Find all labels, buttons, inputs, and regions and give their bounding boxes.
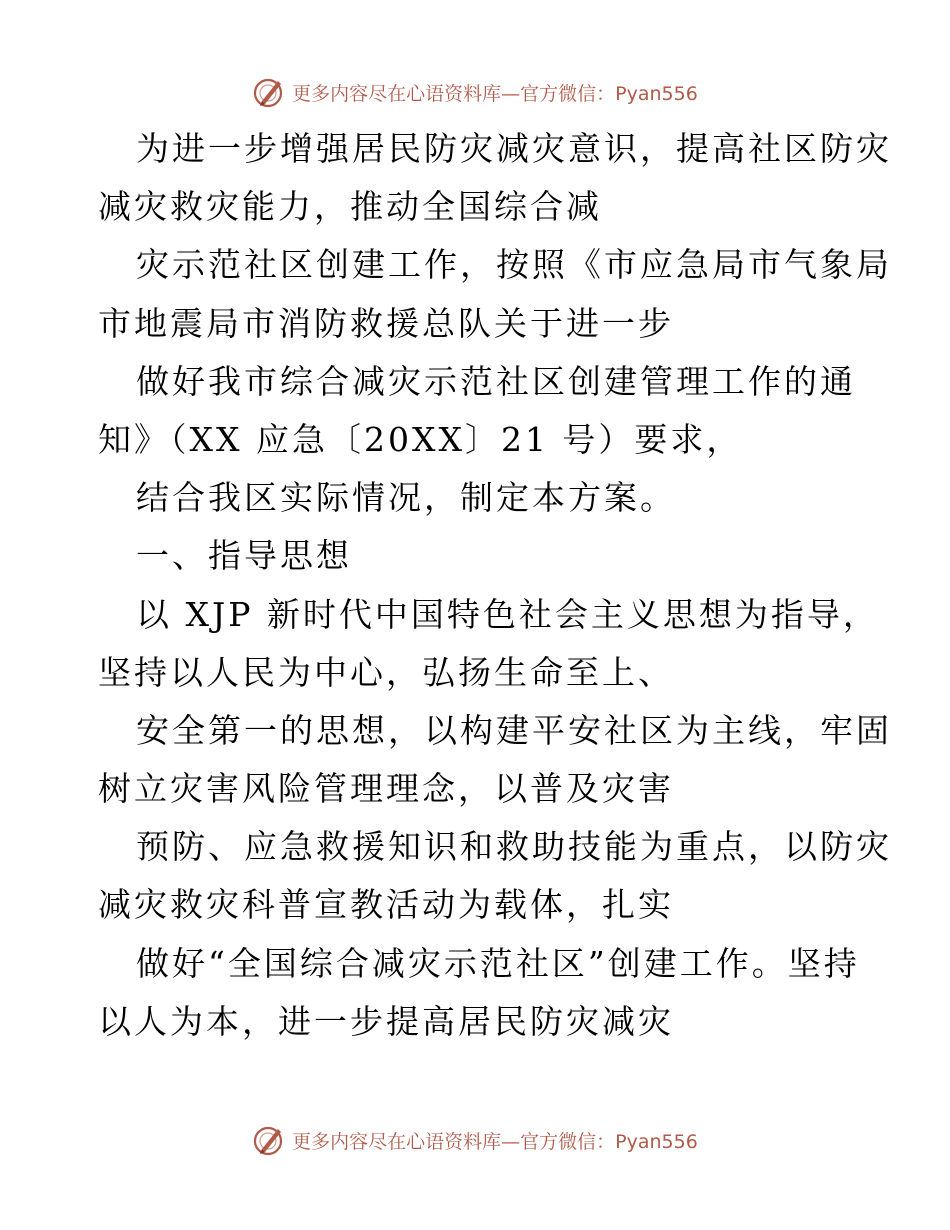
text-line: 做好“全国综合减灾示范社区”创建工作。坚持 <box>136 943 860 983</box>
text-line: 坚持以人民为中心，弘扬生命至上、 <box>98 652 674 692</box>
watermark-banner-top <box>0 72 950 112</box>
text-line: 知》（XX 应急〔20XX〕21 号）要求， <box>98 419 743 459</box>
text-line: 减灾救灾能力，推动全国综合减 <box>98 187 602 227</box>
text-line: 灾示范社区创建工作，按照《市应急局市气象局 <box>136 245 892 285</box>
document-body <box>98 120 892 1051</box>
text-line: 树立灾害风险管理理念，以普及灾害 <box>98 769 674 809</box>
pen-logo-icon <box>252 75 286 109</box>
text-line: 一、指导思想 <box>136 536 352 576</box>
watermark-banner-bottom <box>0 1120 950 1160</box>
text-line: 安全第一的思想，以构建平安社区为主线，牢固 <box>136 710 892 750</box>
text-line: 以人为本，进一步提高居民防灾减灾 <box>98 1001 674 1041</box>
text-line: 预防、应急救援知识和救助技能为重点，以防灾 <box>136 827 892 867</box>
pen-logo-icon <box>252 1123 286 1157</box>
text-line: 结合我区实际情况，制定本方案。 <box>136 478 676 518</box>
text-line: 做好我市综合减灾示范社区创建管理工作的通 <box>136 361 856 401</box>
text-line: 减灾救灾科普宣教活动为载体，扎实 <box>98 885 674 925</box>
watermark-text: 更多内容尽在心语资料库—官方微信：Pyan556 <box>292 1130 698 1153</box>
text-line: 以 XJP 新时代中国特色社会主义思想为指导， <box>136 594 879 634</box>
text-line: 为进一步增强居民防灾减灾意识，提高社区防灾 <box>136 129 892 168</box>
watermark-text: 更多内容尽在心语资料库—官方微信：Pyan556 <box>292 82 698 105</box>
text-line: 市地震局市消防救援总队关于进一步 <box>98 303 674 343</box>
